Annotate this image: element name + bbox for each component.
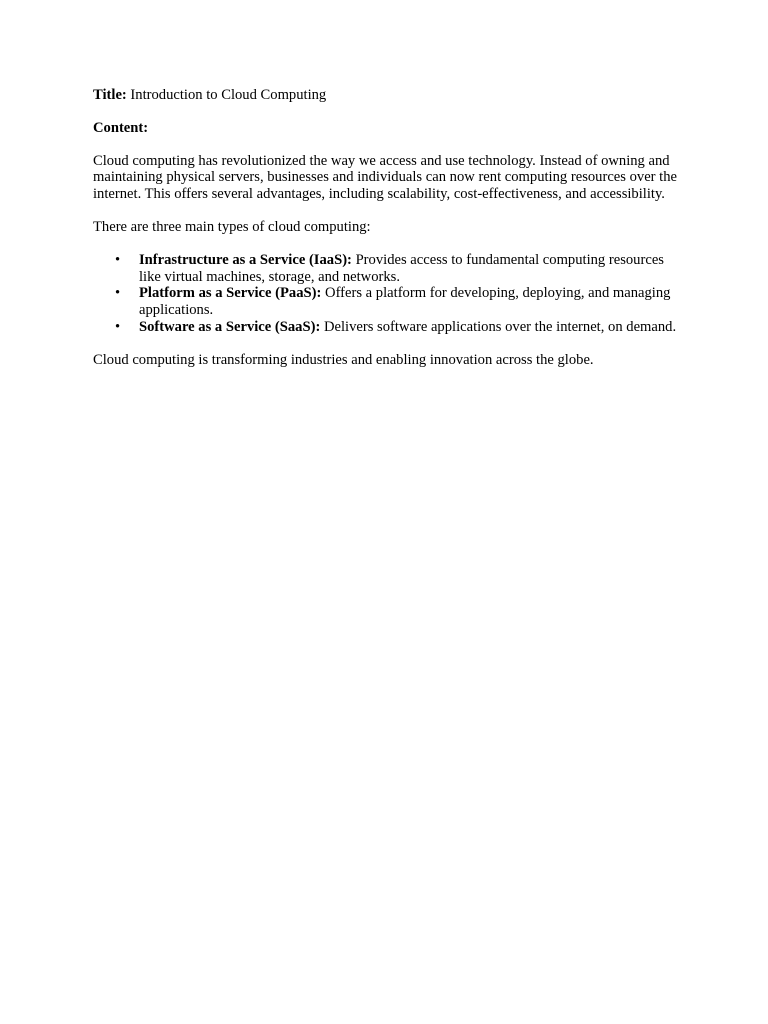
type-description: Provides access to fundamental computing resources like virtual machines, storage, and networks. <box>139 251 664 285</box>
title-label: Title: <box>93 87 127 103</box>
title-line <box>93 87 683 104</box>
types-intro: There are three main types of cloud computing: <box>93 218 371 235</box>
list-item-iaas <box>93 252 683 286</box>
bullet-icon: • <box>115 251 121 268</box>
content-label: Content: <box>93 119 149 136</box>
intro-paragraph: Cloud computing has revolutionized the way we access and use technology. Instead of owning and maintaining physical servers, businesses and individuals can now rent computing resources over the internet. This offers several advantages, including scalability, cost-effectiveness, and accessibility. <box>93 152 678 203</box>
type-description: Delivers software applications over the internet, on demand. <box>320 318 677 335</box>
list-item-saas <box>93 319 683 336</box>
list-item-paas <box>93 285 683 319</box>
type-term: Infrastructure as a Service (IaaS): <box>139 251 352 268</box>
title-value: Introduction to Cloud Computing <box>126 87 327 103</box>
document-page <box>93 87 683 385</box>
closing-paragraph: Cloud computing is transforming industries and enabling innovation across the globe. <box>93 351 594 368</box>
types-list <box>93 252 683 336</box>
type-term: Platform as a Service (PaaS): <box>139 285 322 302</box>
bullet-icon: • <box>115 285 121 302</box>
type-term: Software as a Service (SaaS): <box>139 318 321 335</box>
bullet-icon: • <box>115 318 121 335</box>
type-description: Offers a platform for developing, deploying, and managing applications. <box>139 285 671 319</box>
